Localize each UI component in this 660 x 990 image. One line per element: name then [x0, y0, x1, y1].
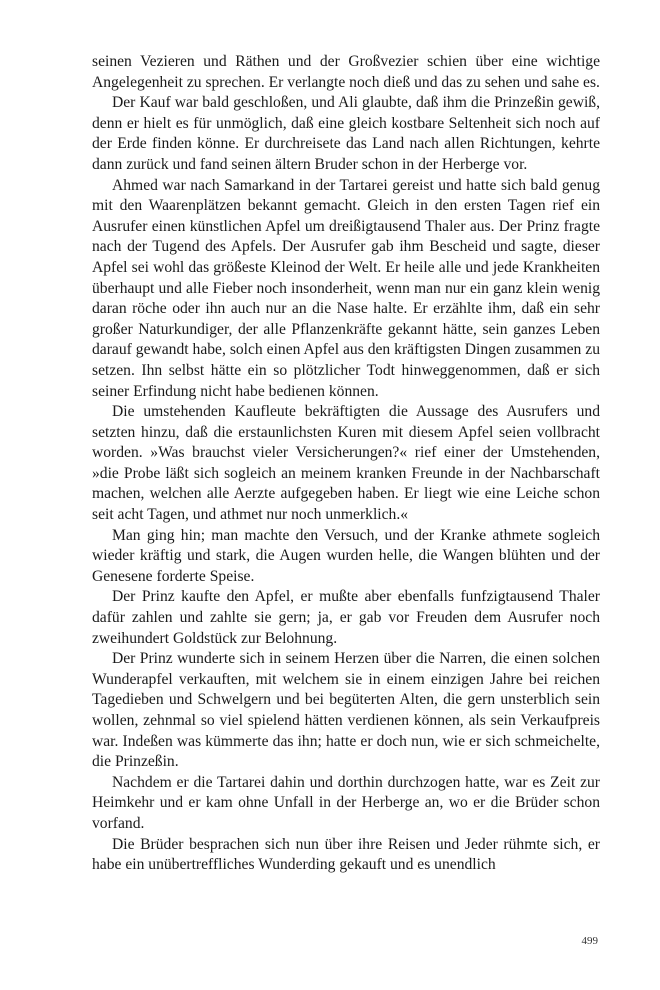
- paragraph-9: Die Brüder besprachen sich nun über ihre Reisen und Jeder rühmte sich, er habe ein unübertreffliches Wunderding gekauft und es unendlich: [92, 835, 600, 874]
- paragraph-6: Der Prinz kaufte den Apfel, er mußte aber ebenfalls funfzigtausend Thaler dafür zahlen und zahlte sie gern; ja, er gab vor Freuden dem Ausrufer noch zweihundert Goldstück zur Belohnung.: [92, 588, 600, 647]
- paragraph-2: Der Kauf war bald geschloßen, und Ali glaubte, daß ihm die Prinzeßin gewiß, denn er hielt es für unmöglich, daß eine gleich kostbare Seltenheit sich noch auf der Erde finden könne. Er durchreisete das Land nach allen Richtungen, kehrte dann zurück und fand seinen ältern Bruder schon in der Herberge vor.: [92, 94, 600, 173]
- paragraph-3: Ahmed war nach Samarkand in der Tartarei gereist und hatte sich bald genug mit den Waarenplätzen bekannt gemacht. Gleich in den ersten Tagen rief ein Ausrufer einen künstlichen Apfel um dreißigtausend Thaler aus. Der Prinz fragte nach der Tugend des Apfels. Der Ausrufer gab ihm Bescheid und sagte, dieser Apfel sei wohl das größeste Kleinod der Welt. Er heile alle und jede Krankheiten überhaupt und alle Fieber noch insonderheit, wenn man nur ein ganz klein wenig daran röche oder ihn auch nur an die Nase halte. Er erzählte ihm, daß ein sehr großer Naturkundiger, der alle Pflanzenkräfte gekannt hätte, sein ganzes Leben darauf gewandt habe, solch einen Apfel aus den kräftigsten Dingen zusammen zu setzen. Ihn selbst hätte ein so plötzlicher Todt hinweggenommen, daß er sich seiner Erfindung nicht habe bedienen können.: [92, 176, 600, 400]
- paragraph-7: Der Prinz wunderte sich in seinem Herzen über die Narren, die einen solchen Wunderapfel verkauften, mit welchem sie in einem einzigen Jahre bei reichen Tagedieben und Schwelgern und bei begüterten Alten, die gern unsterblich sein wollen, zehnmal so viel spielend hätten verdienen können, als sein Verkaufpreis war. Indeßen was kümmerte das ihn; hatte er doch nun, wie er sich schmeichelte, die Prinzeßin.: [92, 650, 600, 771]
- paragraph-8: Nachdem er die Tartarei dahin und dorthin durchzogen hatte, war es Zeit zur Heimkehr und er kam ohne Unfall in der Herberge an, wo er die Brüder schon vorfand.: [92, 773, 600, 832]
- paragraph-1: seinen Vezieren und Räthen und der Großvezier schien über eine wichtige Angelegenheit zu sprechen. Er verlangte noch dieß und das zu sehen und sahe es.: [92, 53, 600, 91]
- page-number: 499: [581, 935, 598, 947]
- paragraph-5: Man ging hin; man machte den Versuch, und der Kranke athmete sogleich wieder kräftig und stark, die Augen wurden helle, die Wangen blühten und der Genesene forderte Speise.: [92, 526, 600, 585]
- paragraph-4: Die umstehenden Kaufleute bekräftigten die Aussage des Ausrufers und setzten hinzu, daß die erstaunlichsten Kuren mit diesem Apfel seien vollbracht worden. »Was brauchst vieler Versicherungen?« rief einer der Umstehenden, »die Probe läßt sich sogleich an meinem kranken Freunde in der Nachbarschaft machen, welchen alle Aerzte aufgegeben haben. Er liegt wie eine Leiche schon seit acht Tagen, und athmet nur noch unmerklich.«: [92, 403, 600, 524]
- page-body: [92, 52, 600, 876]
